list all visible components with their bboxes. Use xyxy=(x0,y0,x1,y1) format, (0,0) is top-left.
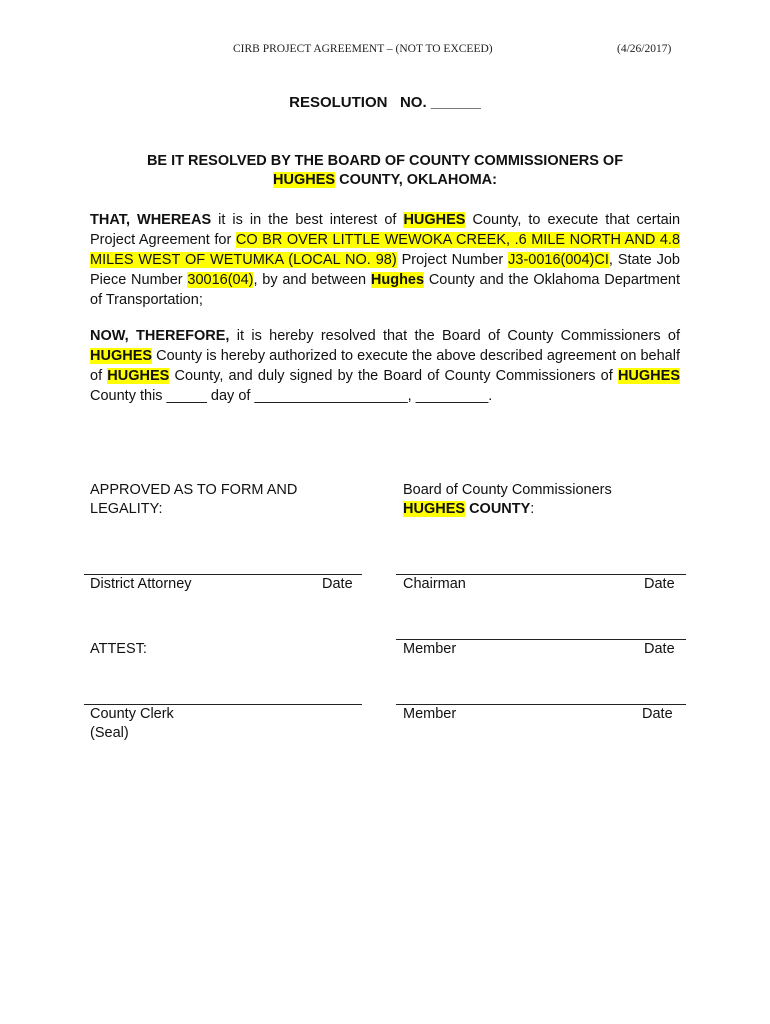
county-clerk-text: County Clerk xyxy=(90,706,174,722)
therefore-text-1: it is hereby resolved that the Board of County Commissioners of xyxy=(229,328,680,344)
highlighted-county: HUGHES xyxy=(617,368,680,384)
resolved-line-2-rest: COUNTY, OKLAHOMA: xyxy=(335,172,497,188)
therefore-text-2: County is hereby authorized to execute the above described agreement on behalf of xyxy=(90,348,680,384)
highlighted-county: HUGHES xyxy=(107,368,170,384)
therefore-lead: NOW, THEREFORE, xyxy=(90,328,230,344)
district-attorney-label: District Attorney xyxy=(90,576,192,592)
board-label xyxy=(403,481,612,519)
whereas-text-6: County and the Oklahoma Department of Transportation; xyxy=(90,272,680,308)
board-line-2 xyxy=(403,500,612,519)
board-line-1: Board of County Commissioners xyxy=(403,482,612,498)
whereas-lead: THAT, WHEREAS xyxy=(90,212,212,228)
approved-line-1: APPROVED AS TO FORM AND xyxy=(90,482,298,498)
project-number: J3-0016(004)CI xyxy=(508,252,609,268)
resolution-title-text: RESOLUTION NO. ______ xyxy=(289,94,481,111)
header-title: CIRB PROJECT AGREEMENT – (NOT TO EXCEED) xyxy=(233,43,493,55)
header-date: (4/26/2017) xyxy=(617,43,672,55)
job-piece-number: 30016(04) xyxy=(187,272,254,288)
highlighted-county: HUGHES xyxy=(403,212,466,228)
resolved-line-2 xyxy=(0,171,770,190)
board-colon: : xyxy=(530,501,535,517)
district-attorney-date-label: Date xyxy=(322,576,353,592)
highlighted-county: HUGHES xyxy=(90,348,153,364)
board-county-suffix: COUNTY xyxy=(465,501,531,517)
whereas-paragraph xyxy=(90,210,680,310)
whereas-text-1: it is in the best interest of xyxy=(211,212,404,228)
resolved-heading xyxy=(0,152,770,190)
member-2-date-label: Date xyxy=(642,706,673,722)
member-2-label: Member xyxy=(403,706,457,722)
highlighted-county: HUGHES xyxy=(403,501,466,517)
approved-line-2: LEGALITY: xyxy=(90,501,163,517)
county-clerk-label xyxy=(90,705,174,743)
whereas-text-4: , State Job Piece Number xyxy=(90,252,680,288)
resolved-line-1: BE IT RESOLVED BY THE BOARD OF COUNTY COMMISSIONERS OF xyxy=(146,153,624,169)
project-description: CO BR OVER LITTLE WEWOKA CREEK, .6 MILE NORTH AND 4.8 MILES WEST OF WETUMKA (LOCAL NO. 98) xyxy=(90,232,681,268)
highlighted-county: HUGHES xyxy=(273,172,336,188)
therefore-text-3: County, and duly signed by the Board of County Commissioners of xyxy=(169,368,618,384)
whereas-text-3: Project Number xyxy=(396,252,509,268)
approved-label xyxy=(90,481,297,519)
chairman-date-label: Date xyxy=(644,576,675,592)
highlighted-county: Hughes xyxy=(370,272,425,288)
attest-label: ATTEST: xyxy=(90,641,147,657)
seal-text: (Seal) xyxy=(90,725,129,741)
resolution-title xyxy=(0,94,770,111)
member-1-date-label: Date xyxy=(644,641,675,657)
therefore-paragraph xyxy=(90,326,680,406)
whereas-text-5: , by and between xyxy=(253,272,371,288)
member-1-label: Member xyxy=(403,641,457,657)
whereas-text-2: County, to execute that certain Project Agreement for xyxy=(90,212,681,248)
therefore-text-4: County this _____ day of ___________________, _________. xyxy=(90,388,493,404)
chairman-label: Chairman xyxy=(403,576,466,592)
